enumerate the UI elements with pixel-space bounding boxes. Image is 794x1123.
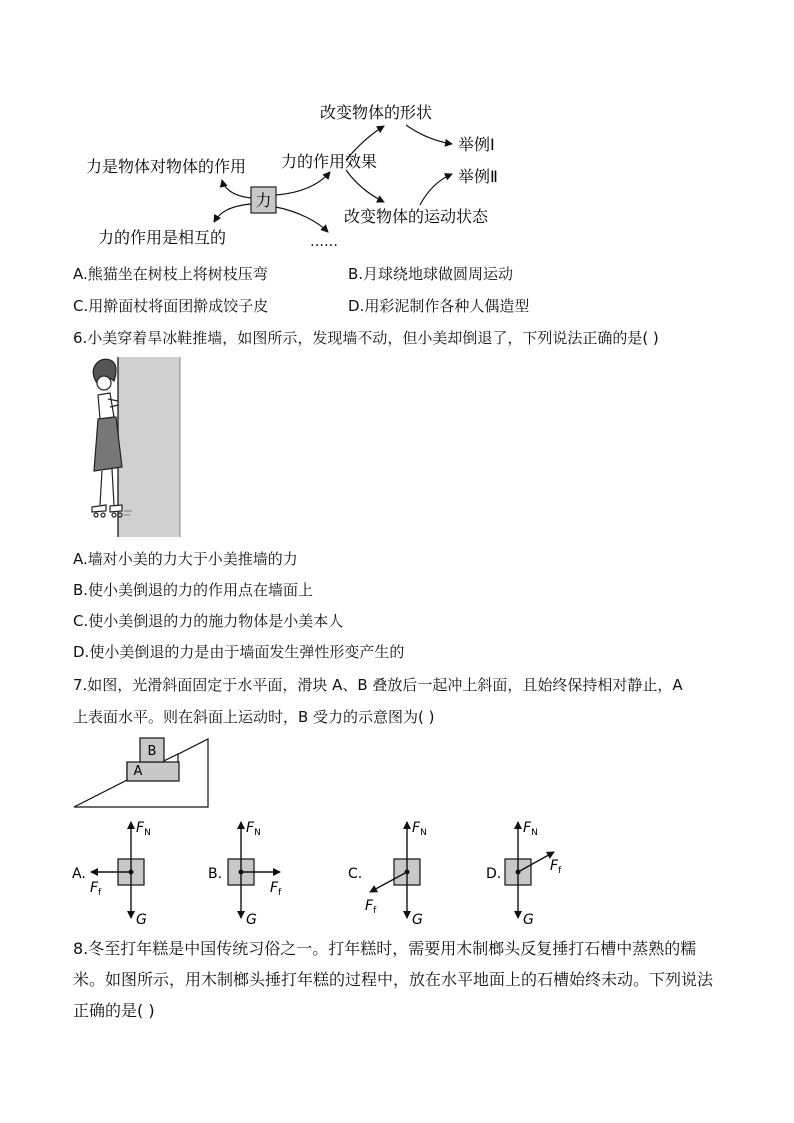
force-box-label: 力 bbox=[255, 191, 272, 210]
q6-option-a: A.墙对小美的力大于小美推墙的力 bbox=[73, 550, 298, 568]
left-top-text: 力是物体对物体的作用 bbox=[86, 157, 247, 176]
q6-stem: 6.小美穿着旱冰鞋推墙，如图所示，发现墙不动，但小美却倒退了，下列说法正确的是( ) bbox=[73, 329, 659, 347]
arrow-to-change-motion bbox=[346, 170, 384, 202]
svg-text:FN: $F_N$ bbox=[136, 820, 151, 838]
option-c-letter: C. bbox=[348, 866, 363, 882]
q7-stem-line2: 上表面水平。则在斜面上运动时，B 受力的示意图为( ) bbox=[73, 708, 435, 726]
q7-incline-figure bbox=[70, 735, 220, 810]
block-a-label: A bbox=[133, 764, 143, 779]
svg-text:Ff: $F_f$ bbox=[365, 898, 377, 916]
q7-stem-line1: 7.如图，光滑斜面固定于水平面，滑块 A、B 叠放后一起冲上斜面，且始终保持相对静止，A bbox=[73, 676, 683, 694]
ellipsis-text: …… bbox=[310, 234, 338, 250]
q6-girl-pushing-wall-figure bbox=[88, 355, 188, 540]
svg-text:G: G bbox=[523, 912, 534, 927]
wall bbox=[118, 357, 180, 537]
option-d-letter: D. bbox=[486, 866, 502, 882]
arrow-to-effect bbox=[276, 172, 330, 195]
q6-option-d: D.使小美倒退的力是由于墙面发生弹性形变产生的 bbox=[73, 643, 405, 661]
force-diagram-a bbox=[72, 820, 151, 927]
svg-text:G: G bbox=[136, 912, 147, 927]
q8-stem-line1: 8.冬至打年糕是中国传统习俗之一。打年糕时，需要用木制榔头反复捶打石槽中蒸熟的糯 bbox=[73, 939, 697, 958]
svg-text:FN: $F_N$ bbox=[412, 820, 427, 838]
q8-stem-line3: 正确的是( ) bbox=[73, 1001, 155, 1020]
svg-text:FN: $F_N$ bbox=[246, 820, 261, 838]
arrow-to-left-bottom bbox=[214, 204, 251, 222]
left-bottom-text: 力的作用是相互的 bbox=[98, 228, 227, 247]
force-diagram-b bbox=[208, 820, 282, 927]
option-a-letter: A. bbox=[72, 866, 86, 882]
example1-text: 举例Ⅰ bbox=[458, 135, 495, 154]
svg-text:G: G bbox=[412, 912, 423, 927]
effect-text: 力的作用效果 bbox=[281, 152, 378, 171]
svg-text:FN: $F_N$ bbox=[523, 820, 538, 838]
q7-force-diagrams bbox=[60, 812, 580, 927]
arrow-to-left-top bbox=[222, 180, 251, 198]
block-b-label: B bbox=[147, 744, 157, 759]
q8-stem-line2: 米。如图所示，用木制榔头捶打年糕的过程中，放在水平地面上的石槽始终未动。下列说法 bbox=[73, 970, 714, 989]
svg-text:G: G bbox=[246, 912, 257, 927]
arrow-to-ellipsis bbox=[276, 207, 328, 232]
svg-text:Ff: $F_f$ bbox=[550, 858, 562, 876]
change-motion-text: 改变物体的运动状态 bbox=[344, 207, 489, 226]
arrow-to-example1 bbox=[406, 125, 452, 144]
example2-text: 举例Ⅱ bbox=[458, 167, 498, 186]
force-diagram-d bbox=[486, 820, 562, 927]
force-diagram-c bbox=[348, 820, 427, 927]
svg-text:Ff: $F_f$ bbox=[90, 880, 102, 898]
q5-option-d: D.用彩泥制作各种人偶造型 bbox=[348, 297, 530, 315]
svg-text:Ff: $F_f$ bbox=[270, 880, 282, 898]
change-shape-text: 改变物体的形状 bbox=[320, 103, 433, 122]
q5-option-b: B.月球绕地球做圆周运动 bbox=[348, 265, 514, 283]
q5-option-c: C.用擀面杖将面团擀成饺子皮 bbox=[73, 297, 269, 315]
option-b-letter: B. bbox=[208, 866, 223, 882]
q5-option-a: A.熊猫坐在树枝上将树枝压弯 bbox=[73, 265, 268, 283]
concept-map-diagram bbox=[0, 0, 794, 260]
q6-option-b: B.使小美倒退的力的作用点在墙面上 bbox=[73, 581, 314, 599]
arrow-to-example2 bbox=[420, 174, 452, 205]
q6-option-c: C.使小美倒退的力的施力物体是小美本人 bbox=[73, 612, 344, 630]
